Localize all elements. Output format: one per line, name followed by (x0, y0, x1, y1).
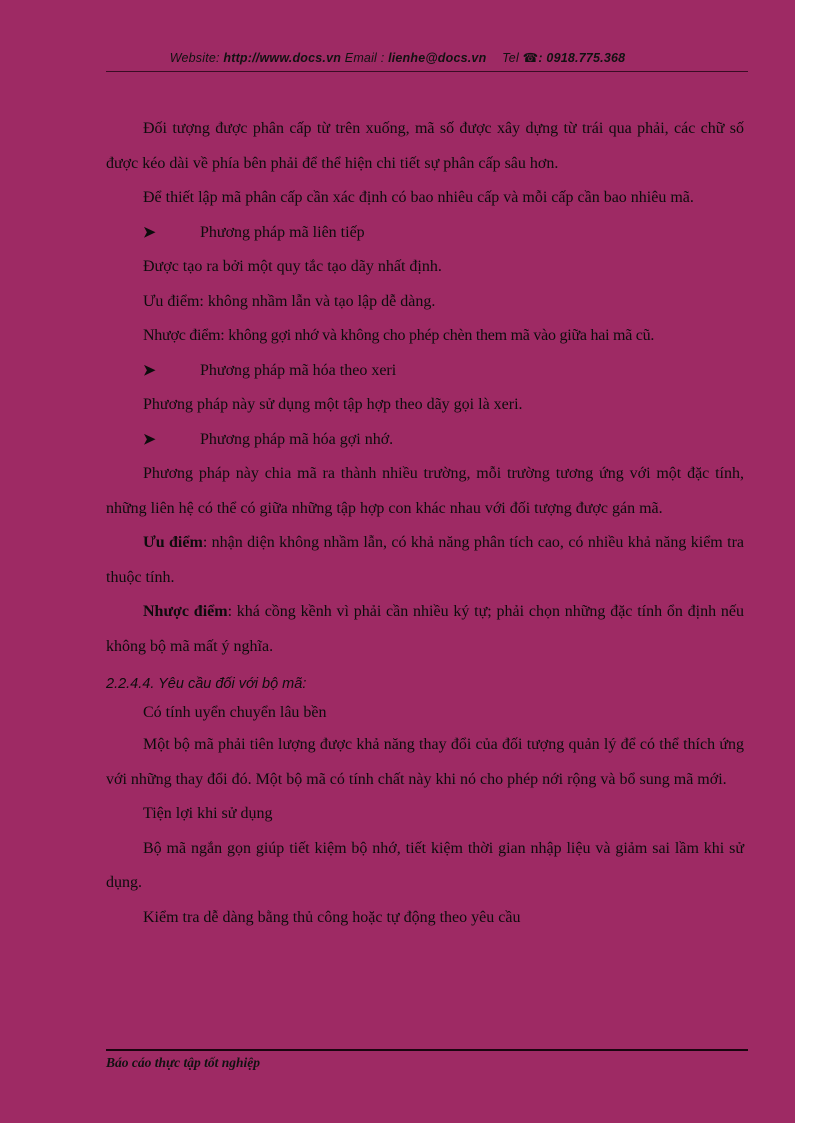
paragraph: Đối tượng được phân cấp từ trên xuống, mã số được xây dựng từ trái qua phải, các chữ số được kéo dài về phía bên phải để thể hiện chi tiết sự phân cấp sâu hơn. (106, 120, 744, 172)
phone-icon: ☎ (522, 51, 539, 65)
page-footer: Báo cáo thực tập tốt nghiệp (106, 1055, 260, 1070)
bullet-item (106, 354, 744, 389)
header-divider (106, 71, 748, 72)
bullet-item (106, 423, 744, 458)
website-link[interactable]: http://www.docs.vn (223, 51, 342, 65)
paragraph: Kiểm tra dễ dàng bằng thủ công hoặc tự động theo yêu cầu (143, 908, 521, 926)
email-link[interactable]: lienhe@docs.vn (388, 51, 487, 65)
paragraph: Có tính uyển chuyển lâu bền (143, 704, 327, 721)
tel-label: Tel (502, 51, 523, 65)
bullet-text: Phương pháp mã hóa gợi nhớ. (200, 430, 394, 448)
page-header (0, 50, 795, 65)
email-label: Email : (344, 51, 389, 65)
paragraph (106, 595, 744, 664)
paragraph: Nhược điểm: không gợi nhớ và không cho phép chèn them mã vào giữa hai mã cũ. (143, 327, 655, 344)
document-body (106, 112, 744, 935)
section-heading: 2.2.4.4. Yêu cầu đối với bộ mã: (106, 676, 307, 692)
arrow-bullet-icon: ➤ (143, 431, 156, 448)
paragraph: Phương pháp này sử dụng một tập hợp theo dãy gọi là xeri. (143, 396, 523, 413)
footer-divider (106, 1049, 748, 1051)
bullet-text: Phương pháp mã liên tiếp (200, 223, 365, 241)
paragraph: Để thiết lập mã phân cấp cần xác định có bao nhiêu cấp và mỗi cấp cần bao nhiêu mã. (143, 189, 694, 206)
paragraph: Phương pháp này chia mã ra thành nhiều trường, mỗi trường tương ứng với một đặc tính, những liên hệ có thể có giữa những tập hợp con khác nhau với đối tượng được gán mã. (106, 465, 744, 517)
page-margin (795, 0, 816, 1123)
paragraph: Một bộ mã phải tiên lượng được khả năng thay đổi của đối tượng quản lý để có thể thích ứng với những thay đổi đó. Một bộ mã có tính chất này khi nó cho phép nới rộng và bổ sung mã mới. (106, 736, 744, 788)
disadvantage-label: Nhược điểm (143, 603, 228, 620)
arrow-bullet-icon: ➤ (143, 362, 156, 379)
website-label: Website: (169, 51, 224, 65)
advantage-text: : nhận diện không nhầm lẫn, có khả năng phân tích cao, có nhiều khả năng kiểm tra thuộc tính. (106, 534, 745, 586)
paragraph: Ưu điểm: không nhầm lẫn và tạo lập dễ dàng. (143, 292, 436, 310)
disadvantage-text: : khá cồng kềnh vì phải cần nhiều ký tự; phải chọn những đặc tính ổn định nếu không bộ mã mất ý nghĩa. (106, 603, 744, 655)
paragraph: Bộ mã ngắn gọn giúp tiết kiệm bộ nhớ, tiết kiệm thời gian nhập liệu và giảm sai lầm khi sử dụng. (106, 839, 744, 891)
bullet-item (106, 216, 744, 251)
paragraph: Được tạo ra bởi một quy tắc tạo dãy nhất định. (143, 258, 442, 275)
paragraph: Tiện lợi khi sử dụng (143, 805, 273, 822)
tel-value: : 0918.775.368 (538, 51, 626, 65)
paragraph (106, 526, 744, 595)
bullet-text: Phương pháp mã hóa theo xeri (200, 361, 397, 379)
arrow-bullet-icon: ➤ (143, 224, 156, 241)
advantage-label: Ưu điểm (143, 534, 203, 551)
